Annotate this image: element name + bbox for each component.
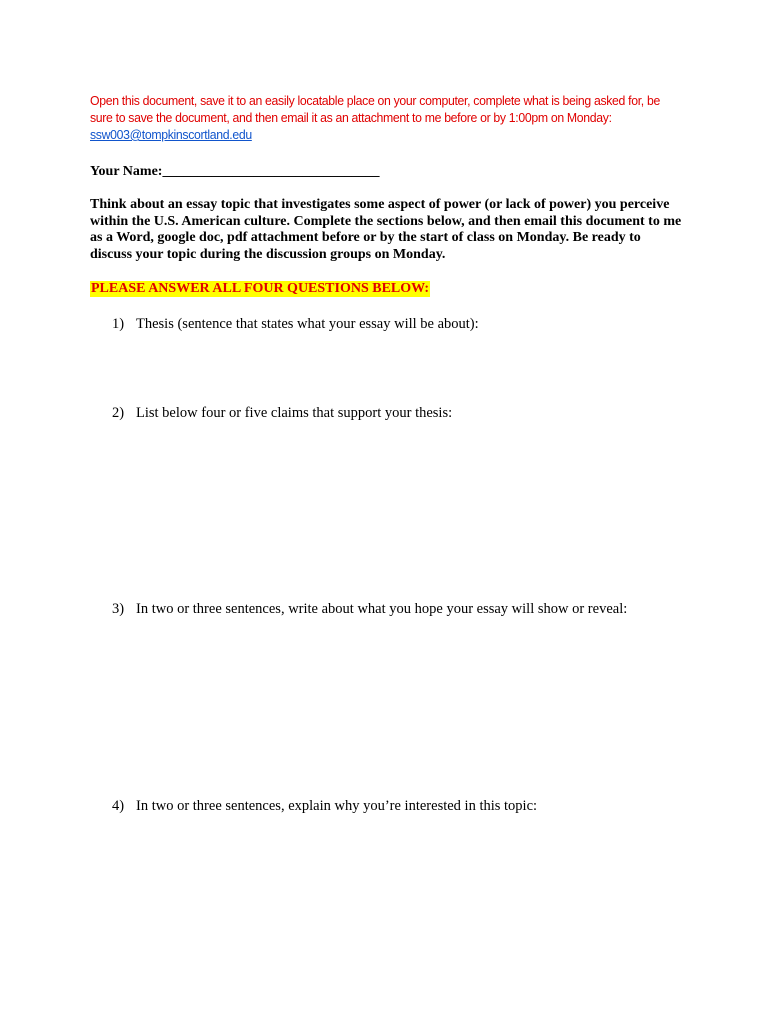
name-field[interactable] — [90, 163, 379, 180]
question-number: 3) — [112, 601, 125, 617]
instructions-paragraph — [90, 92, 680, 143]
instructions-text: Open this document, save it to an easily locatable place on your computer, complete what is being asked for, be sure to save the document, and then email it as an attachment to me before or by 1:00pm on Monday: — [90, 93, 660, 125]
question-4 — [112, 797, 537, 815]
question-text: In two or three sentences, explain why you’re interested in this topic: — [136, 798, 538, 814]
email-link[interactable]: ssw003@tompkinscortland.edu — [90, 127, 252, 142]
question-1 — [112, 315, 479, 333]
intro-paragraph: Think about an essay topic that investigates some aspect of power (or lack of power) you perceive within the U.S. American culture. Complete the sections below, and then email this document to me as a Word, google doc, pdf attachment before or by the start of class on Monday. Be ready to discuss your topic during the discussion groups on Monday. — [90, 197, 682, 262]
name-blank-line[interactable]: _______________________________ — [162, 164, 380, 179]
highlighted-instruction: PLEASE ANSWER ALL FOUR QUESTIONS BELOW: — [91, 281, 430, 296]
name-label: Your Name: — [90, 164, 163, 179]
question-text: In two or three sentences, write about what you hope your essay will show or reveal: — [136, 601, 628, 617]
question-number: 4) — [112, 798, 125, 814]
question-2 — [112, 404, 452, 422]
question-number: 2) — [112, 405, 125, 421]
question-text: List below four or five claims that support your thesis: — [136, 405, 453, 421]
question-number: 1) — [112, 316, 125, 332]
question-3 — [112, 600, 627, 618]
question-text: Thesis (sentence that states what your essay will be about): — [136, 316, 479, 332]
